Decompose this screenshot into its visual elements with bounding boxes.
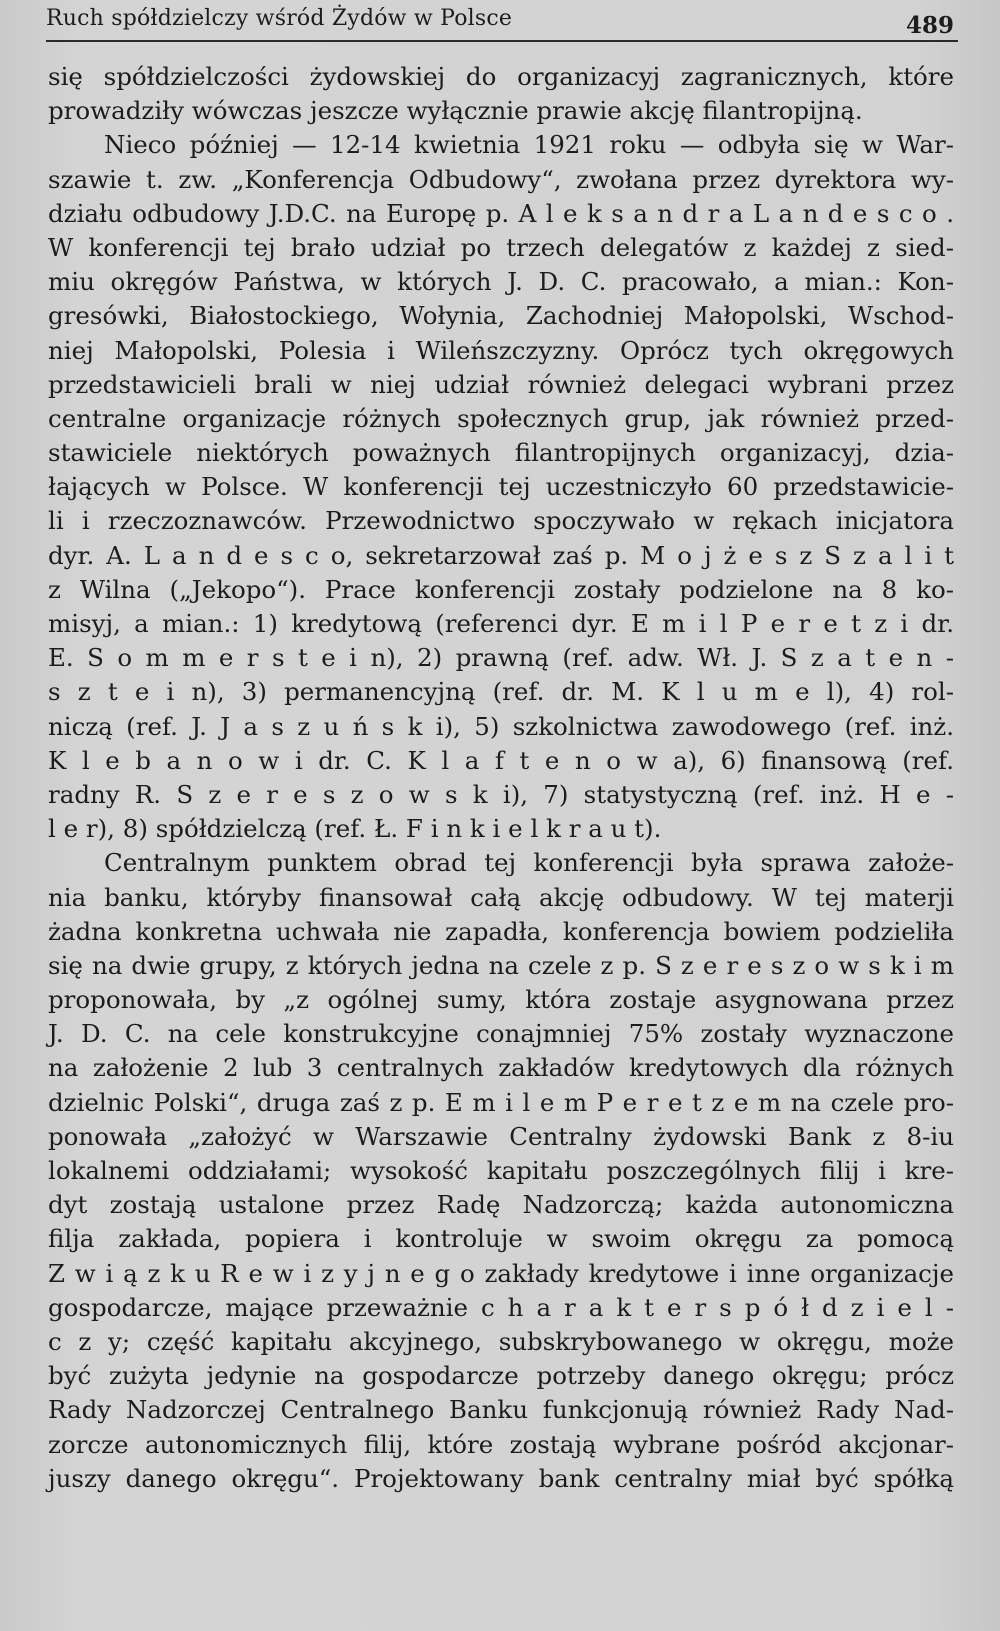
text-line: być zużyta jedynie na gospodarcze potrzeby danego okręgu; prócz: [48, 1361, 954, 1391]
text-line: się na dwie grupy, z których jedna na czele z p. S z e r e s z o w s k i m: [48, 950, 954, 980]
text-line: dyt zostają ustalone przez Radę Nadzorczą; każda autonomiczna: [48, 1190, 954, 1220]
text-line: przedstawicieli brali w niej udział również delegaci wybrani przez: [48, 369, 954, 399]
text-line: dyr. A. L a n d e s c o, sekretarzował zaś p. M o j ż e s z S z a l i t: [48, 540, 954, 570]
text-line: J. D. C. na cele konstrukcyjne conajmniej 75% zostały wyznaczone: [48, 1019, 954, 1049]
text-line: proponowała, by „z ogólnej sumy, która zostaje asygnowana przez: [48, 985, 954, 1015]
page-number: 489: [905, 12, 954, 39]
text-line: zorcze autonomicznych filij, które zostają wybrane pośród akcjonar-: [48, 1429, 954, 1459]
text-line: gresówki, Białostockiego, Wołynia, Zachodniej Małopolski, Wschod-: [48, 301, 954, 331]
header-rule: [46, 40, 958, 42]
text-line: c z y; część kapitału akcyjnego, subskrybowanego w okręgu, może: [48, 1326, 954, 1356]
text-line: Rady Nadzorczej Centralnego Banku funkcjonują również Rady Nad-: [48, 1395, 954, 1425]
text-line: K l e b a n o w i dr. C. K l a f t e n o w a), 6) finansową (ref.: [48, 745, 954, 775]
text-line: Nieco później — 12-14 kwietnia 1921 roku — odbyła się w War-: [104, 130, 954, 160]
text-line: li i rzeczoznawców. Przewodnictwo spoczywało w rękach inicjatora: [48, 506, 954, 536]
text-line: stawiciele niektórych poważnych filantropijnych organizacyj, dzia-: [48, 438, 954, 468]
text-line: nia banku, któryby finansował całą akcję odbudowy. W tej materji: [48, 882, 954, 912]
text-line: misyj, a mian.: 1) kredytową (referenci dyr. E m i l P e r e t z i dr.: [48, 609, 954, 638]
text-line: się spółdzielczości żydowskiej do organizacyj zagranicznych, które: [48, 62, 954, 91]
text-line: gospodarcze, mające przeważnie c h a r a k t e r s p ó ł d z i e l -: [48, 1292, 954, 1322]
text-line: filja zakłada, popiera i kontroluje w swoim okręgu za pomocą: [48, 1224, 954, 1254]
text-line: na założenie 2 lub 3 centralnych zakładów kredytowych dla różnych: [48, 1053, 954, 1083]
text-line: Z w i ą z k u R e w i z y j n e g o zakłady kredytowe i inne organizacje: [48, 1258, 954, 1288]
text-line: miu okręgów Państwa, w których J. D. C. pracowało, a mian.: Kon-: [48, 267, 954, 297]
text-line: W konferencji tej brało udział po trzech delegatów z każdej z sied-: [48, 232, 954, 262]
text-line: niej Małopolski, Polesia i Wileńszczyzny. Oprócz tych okręgowych: [48, 335, 954, 365]
text-line: szawie t. zw. „Konferencja Odbudowy“, zwołana przez dyrektora wy-: [48, 164, 954, 194]
text-line: Centralnym punktem obrad tej konferencji była sprawa założe-: [104, 848, 954, 878]
text-line: centralne organizacje różnych społecznych grup, jak również przed-: [48, 403, 954, 433]
text-line: niczą (ref. J. J a s z u ń s k i), 5) szkolnictwa zawodowego (ref. inż.: [48, 711, 954, 741]
text-line: s z t e i n), 3) permanencyjną (ref. dr. M. K l u m e l), 4) rol-: [48, 677, 954, 707]
body-text: [48, 60, 954, 1496]
text-line: żadna konkretna uchwała nie zapadła, konferencja bowiem podzieliła: [48, 916, 954, 946]
running-title: Ruch spółdzielczy wśród Żydów w Polsce: [46, 6, 513, 31]
page-header: [46, 4, 958, 38]
text-line: ponowała „założyć w Warszawie Centralny żydowski Bank z 8-iu: [48, 1121, 954, 1151]
text-line: E. S o m m e r s t e i n), 2) prawną (ref. adw. Wł. J. S z a t e n -: [48, 643, 954, 673]
text-line: działu odbudowy J.D.C. na Europę p. A l e k s a n d r a L a n d e s c o .: [48, 198, 954, 228]
text-line: l e r), 8) spółdzielczą (ref. Ł. F i n k i e l k r a u t).: [48, 814, 662, 844]
text-line: prowadziły wówczas jeszcze wyłącznie prawie akcję filantropijną.: [48, 96, 863, 126]
text-line: dzielnic Polski“, druga zaś z p. E m i l e m P e r e t z e m na czele pro-: [48, 1087, 954, 1117]
text-line: radny R. S z e r e s z o w s k i), 7) statystyczną (ref. inż. H e -: [48, 779, 954, 809]
text-line: łających w Polsce. W konferencji tej uczestniczyło 60 przedstawicie-: [48, 472, 954, 502]
text-line: z Wilna („Jekopo“). Prace konferencji zostały podzielone na 8 ko-: [48, 574, 954, 604]
text-line: juszy danego okręgu“. Projektowany bank centralny miał być spółką: [48, 1463, 954, 1493]
text-line: lokalnemi oddziałami; wysokość kapitału poszczególnych filij i kre-: [48, 1156, 954, 1185]
